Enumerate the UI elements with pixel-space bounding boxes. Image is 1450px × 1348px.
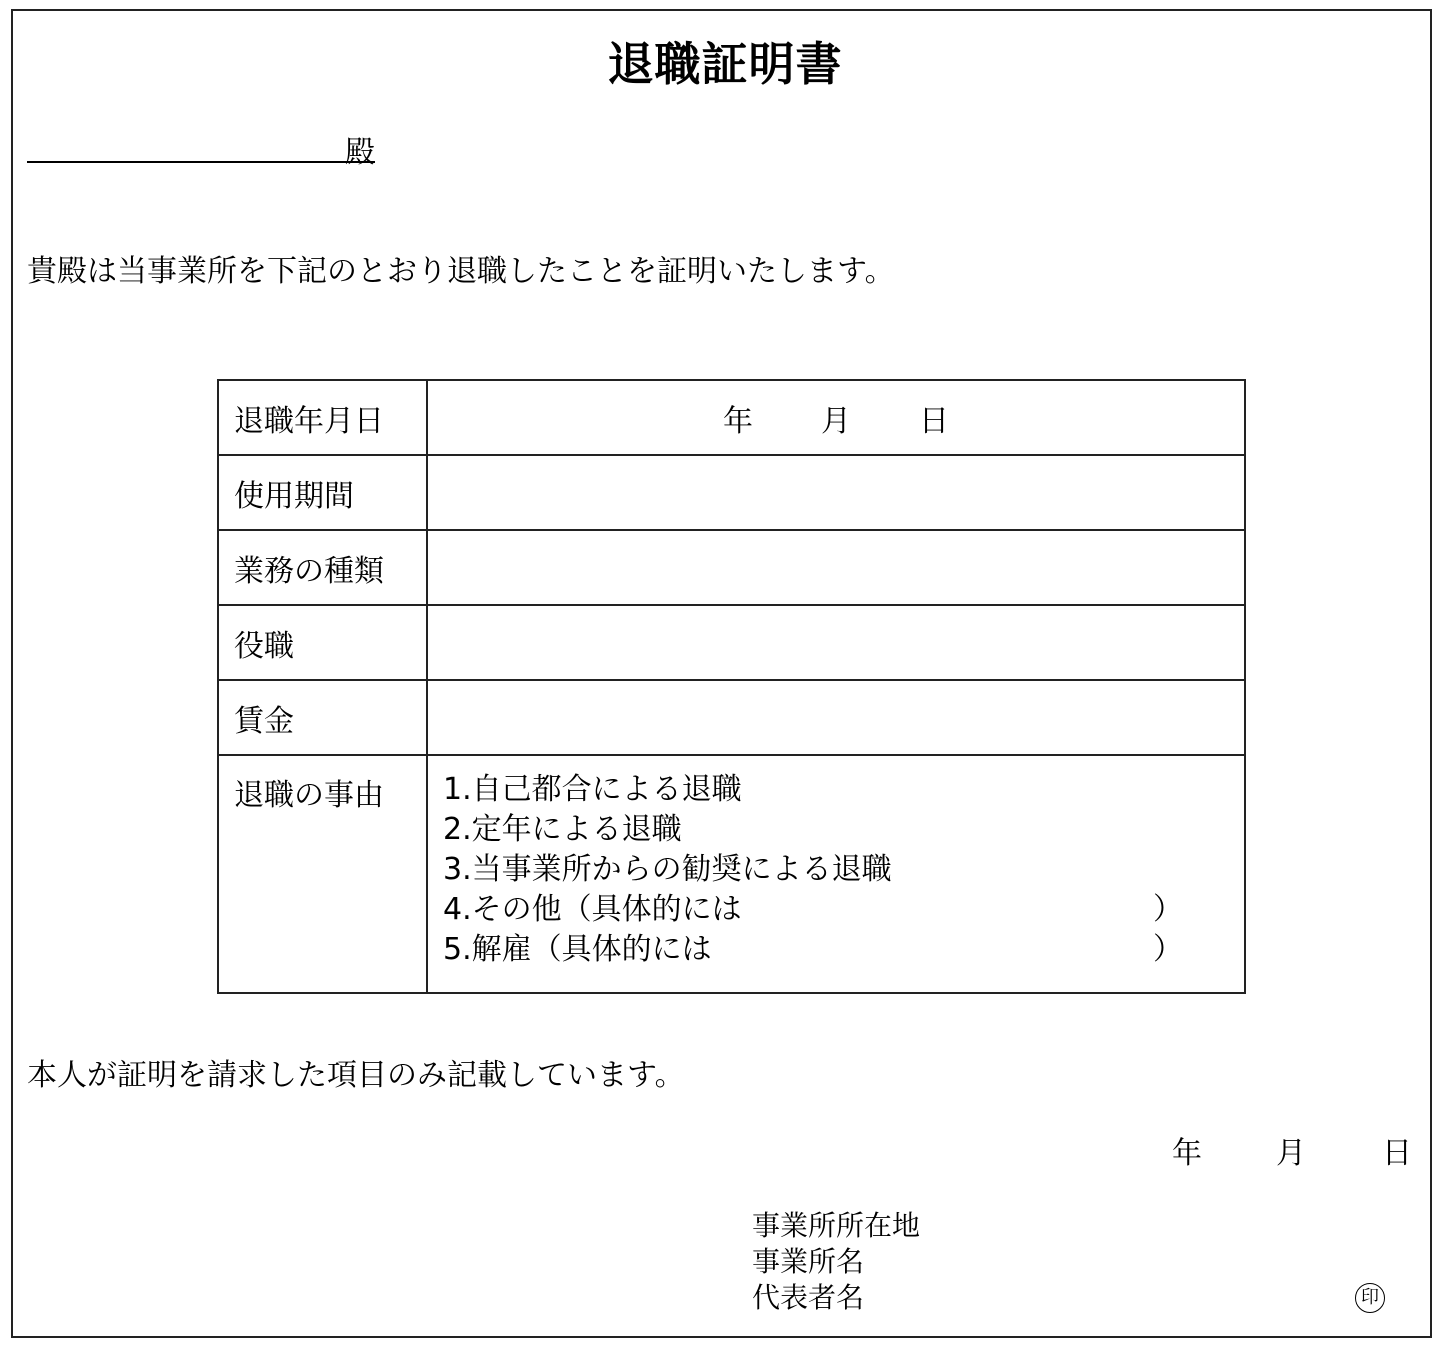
table-row-job-type — [218, 530, 1245, 605]
note-text: 本人が証明を請求した項目のみ記載しています。 — [27, 1058, 685, 1093]
year-label: 年 — [723, 403, 753, 439]
reason-item: 2.定年による退職 — [443, 812, 682, 847]
row-label: 退職年月日 — [218, 380, 427, 455]
row-label: 退職の事由 — [218, 755, 427, 993]
issue-year-label: 年 — [1172, 1136, 1202, 1171]
seal-icon: 印 — [1355, 1283, 1385, 1313]
row-label: 賃金 — [218, 680, 427, 755]
reason-item: 1.自己都合による退職 — [443, 772, 742, 807]
issuer-address-label: 事業所所在地 — [752, 1209, 921, 1242]
row-label: 業務の種類 — [218, 530, 427, 605]
addressee-line — [27, 125, 375, 170]
retirement-date-value — [427, 380, 1245, 455]
row-label: 役職 — [218, 605, 427, 680]
reason-item: 4.その他（具体的には ） — [443, 892, 1183, 927]
position-value — [427, 605, 1245, 680]
issuer-name-label: 事業所名 — [752, 1245, 865, 1278]
certificate-table — [217, 379, 1246, 994]
issuer-block — [752, 1208, 920, 1316]
issuer-representative-label: 代表者名 — [752, 1281, 865, 1314]
day-label: 日 — [919, 403, 949, 439]
row-label: 使用期間 — [218, 455, 427, 530]
intro-text: 貴殿は当事業所を下記のとおり退職したことを証明いたします。 — [27, 254, 895, 289]
issue-day-label: 日 — [1382, 1136, 1412, 1171]
reason-item: 3.当事業所からの勧奨による退職 — [443, 852, 892, 887]
table-row-retirement-reason — [218, 755, 1245, 993]
table-row-wage — [218, 680, 1245, 755]
table-row-retirement-date — [218, 380, 1245, 455]
employment-period-value — [427, 455, 1245, 530]
reason-list — [427, 755, 1245, 993]
addressee-suffix: 殿 — [345, 135, 375, 170]
month-label: 月 — [821, 403, 851, 439]
reason-item: 5.解雇（具体的には ） — [443, 932, 1183, 967]
table-row-employment-period — [218, 455, 1245, 530]
job-type-value — [427, 530, 1245, 605]
table-row-position — [218, 605, 1245, 680]
issue-month-label: 月 — [1276, 1136, 1306, 1171]
document-title: 退職証明書 — [607, 37, 843, 91]
wage-value — [427, 680, 1245, 755]
